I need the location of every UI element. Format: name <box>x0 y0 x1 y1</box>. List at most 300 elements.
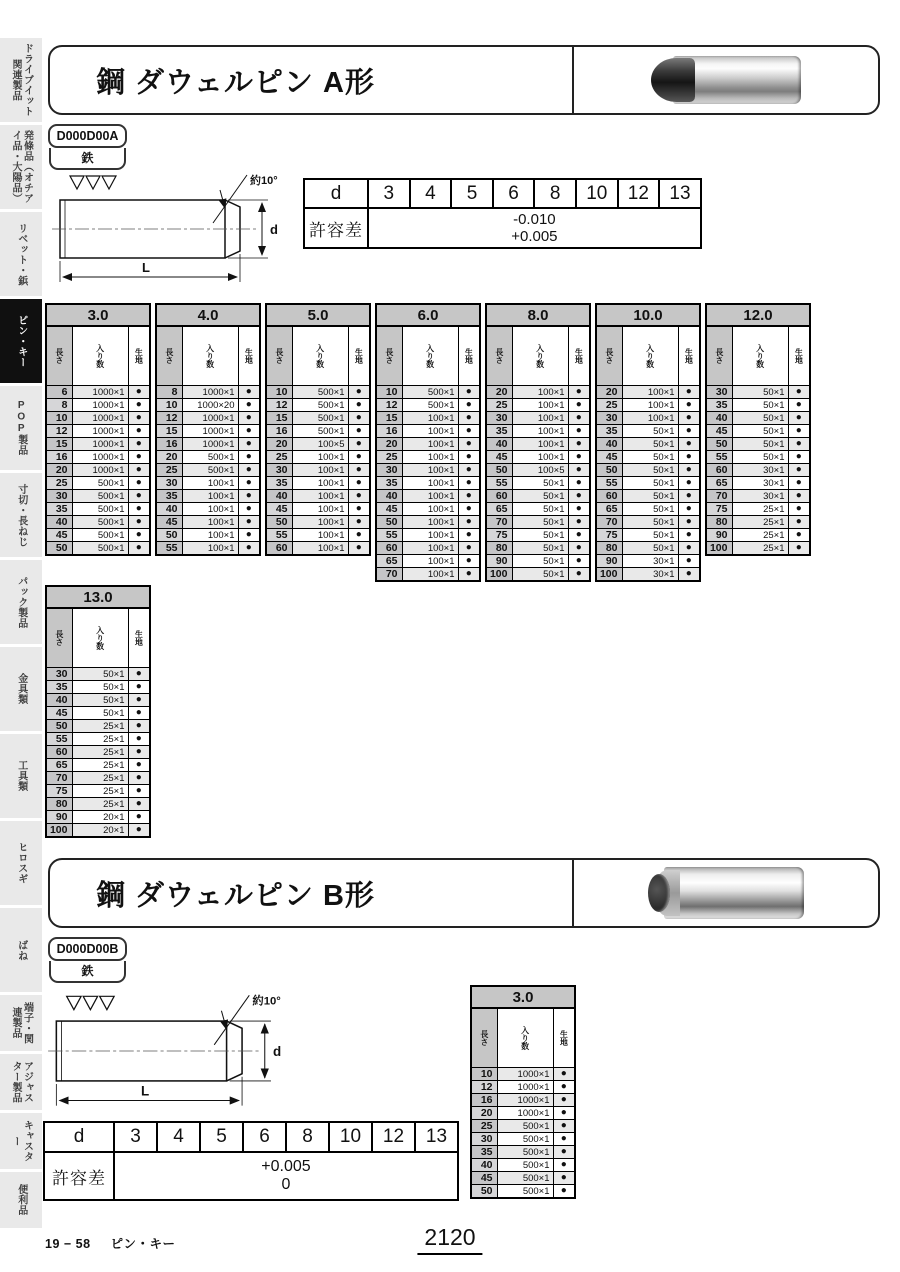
table-row <box>266 386 370 399</box>
qty-cell: 30×1 <box>622 568 678 582</box>
column-header: 長さ <box>471 1008 497 1068</box>
qty-cell: 100×1 <box>182 490 238 503</box>
qty-cell: 50×1 <box>72 707 128 720</box>
table-row <box>156 425 260 438</box>
diameter-label-b: d <box>273 1044 282 1060</box>
size-table-a-12.0 <box>705 303 809 556</box>
qty-cell: 1000×1 <box>72 451 128 464</box>
size-table-a-13.0 <box>45 585 149 838</box>
qty-cell: 500×1 <box>182 451 238 464</box>
table-row <box>266 542 370 556</box>
length-cell: 70 <box>486 516 512 529</box>
finish-dot: ● <box>678 464 700 477</box>
length-cell: 35 <box>266 477 292 490</box>
qty-cell: 500×1 <box>72 490 128 503</box>
finish-dot: ● <box>678 555 700 568</box>
table-row <box>156 542 260 556</box>
finish-dot: ● <box>128 746 150 759</box>
size-table-a-3.0 <box>45 303 149 556</box>
sidebar <box>0 38 42 1228</box>
length-cell: 55 <box>46 733 72 746</box>
table-row <box>706 386 810 399</box>
qty-cell: 500×1 <box>72 503 128 516</box>
finish-dot: ● <box>568 542 590 555</box>
finish-dot: ● <box>458 503 480 516</box>
diameter-size: 4 <box>157 1122 200 1152</box>
qty-cell: 50×1 <box>732 438 788 451</box>
table-row <box>156 386 260 399</box>
finish-dot: ● <box>348 542 370 556</box>
finish-dot: ● <box>238 477 260 490</box>
table-row <box>46 785 150 798</box>
qty-cell: 50×1 <box>732 399 788 412</box>
table-row <box>46 451 150 464</box>
sidebar-item-15: 便利品 <box>0 1172 42 1228</box>
table-row <box>46 707 150 720</box>
size-header: 10.0 <box>596 304 700 326</box>
sidebar-item-1: ドライブイット関連製品 <box>0 38 42 122</box>
section-b-title: 鋼 ダウェルピン B形 <box>50 860 574 926</box>
length-cell: 10 <box>156 399 182 412</box>
table-row <box>266 464 370 477</box>
qty-cell: 1000×20 <box>182 399 238 412</box>
table-row <box>471 1159 575 1172</box>
finish-dot: ● <box>788 412 810 425</box>
column-header: 入り数 <box>512 326 568 386</box>
table-row <box>266 412 370 425</box>
length-cell: 40 <box>486 438 512 451</box>
table-row <box>486 503 590 516</box>
finish-dot: ● <box>238 438 260 451</box>
table-row <box>471 1068 575 1081</box>
diameter-size: 10 <box>329 1122 372 1152</box>
table-row <box>46 746 150 759</box>
table-row <box>706 490 810 503</box>
length-cell: 30 <box>156 477 182 490</box>
length-cell: 65 <box>46 759 72 772</box>
length-cell: 60 <box>376 542 402 555</box>
length-cell: 50 <box>596 464 622 477</box>
length-cell: 8 <box>46 399 72 412</box>
size-header: 5.0 <box>266 304 370 326</box>
length-cell: 30 <box>486 412 512 425</box>
finish-dot: ● <box>128 438 150 451</box>
product-table <box>265 303 371 556</box>
length-cell: 35 <box>376 477 402 490</box>
qty-cell: 100×1 <box>292 464 348 477</box>
length-cell: 20 <box>471 1107 497 1120</box>
finish-dot: ● <box>238 399 260 412</box>
length-cell: 12 <box>156 412 182 425</box>
length-cell: 35 <box>486 425 512 438</box>
finish-dot: ● <box>568 503 590 516</box>
column-header: 入り数 <box>622 326 678 386</box>
angle-label-b: 約10° <box>252 995 281 1008</box>
column-header: 長さ <box>706 326 732 386</box>
qty-cell: 50×1 <box>732 451 788 464</box>
table-row <box>486 555 590 568</box>
finish-dot: ● <box>348 503 370 516</box>
table-row <box>486 399 590 412</box>
sidebar-item-4: ピン・キー <box>0 299 42 383</box>
qty-cell: 50×1 <box>512 516 568 529</box>
length-cell: 50 <box>46 542 72 556</box>
table-row <box>376 503 480 516</box>
length-cell: 35 <box>46 503 72 516</box>
length-cell: 20 <box>376 438 402 451</box>
pin-photo-b <box>648 867 804 919</box>
finish-dot: ● <box>568 425 590 438</box>
finish-dot: ● <box>458 451 480 464</box>
length-cell: 30 <box>46 668 72 681</box>
length-cell: 50 <box>706 438 732 451</box>
qty-cell: 25×1 <box>732 542 788 556</box>
technical-drawing-b <box>45 986 305 1116</box>
table-row <box>156 451 260 464</box>
table-row <box>46 542 150 556</box>
size-header: 3.0 <box>46 304 150 326</box>
qty-cell: 100×1 <box>512 412 568 425</box>
qty-cell: 1000×1 <box>182 386 238 399</box>
finish-dot: ● <box>238 451 260 464</box>
qty-cell: 100×5 <box>512 464 568 477</box>
finish-dot: ● <box>553 1133 575 1146</box>
sidebar-item-12: 端子・関連製品 <box>0 995 42 1051</box>
qty-cell: 25×1 <box>72 733 128 746</box>
size-header: 4.0 <box>156 304 260 326</box>
finish-dot: ● <box>238 464 260 477</box>
qty-cell: 100×1 <box>622 412 678 425</box>
qty-cell: 50×1 <box>732 425 788 438</box>
finish-dot: ● <box>788 490 810 503</box>
length-cell: 40 <box>376 490 402 503</box>
table-row <box>156 529 260 542</box>
qty-cell: 50×1 <box>72 694 128 707</box>
qty-cell: 100×1 <box>292 542 348 556</box>
qty-cell: 50×1 <box>72 668 128 681</box>
finish-dot: ● <box>678 477 700 490</box>
length-cell: 40 <box>46 694 72 707</box>
length-cell: 25 <box>596 399 622 412</box>
length-cell: 20 <box>596 386 622 399</box>
finish-dot: ● <box>568 412 590 425</box>
table-row <box>156 503 260 516</box>
finish-dot: ● <box>458 464 480 477</box>
finish-dot: ● <box>128 798 150 811</box>
length-cell: 45 <box>156 516 182 529</box>
length-cell: 80 <box>596 542 622 555</box>
table-row <box>471 1146 575 1159</box>
size-header: 13.0 <box>46 586 150 608</box>
qty-cell: 500×1 <box>292 399 348 412</box>
length-cell: 75 <box>46 785 72 798</box>
length-cell: 10 <box>46 412 72 425</box>
table-row <box>596 568 700 582</box>
size-table-a-6.0 <box>375 303 479 582</box>
finish-dot: ● <box>678 568 700 582</box>
finish-dot: ● <box>128 529 150 542</box>
diameter-size: 4 <box>410 179 452 208</box>
qty-cell: 100×1 <box>512 386 568 399</box>
tolerance-table-b <box>43 1121 459 1201</box>
finish-dot: ● <box>348 412 370 425</box>
qty-cell: 50×1 <box>512 529 568 542</box>
table-row <box>266 477 370 490</box>
finish-dot: ● <box>238 529 260 542</box>
table-row <box>706 542 810 556</box>
length-cell: 25 <box>266 451 292 464</box>
qty-cell: 100×1 <box>292 490 348 503</box>
table-row <box>596 425 700 438</box>
finish-dot: ● <box>128 503 150 516</box>
table-row <box>471 1185 575 1199</box>
table-row <box>46 386 150 399</box>
qty-cell: 1000×1 <box>72 425 128 438</box>
qty-cell: 500×1 <box>182 464 238 477</box>
length-cell: 60 <box>486 490 512 503</box>
table-row <box>156 464 260 477</box>
qty-cell: 1000×1 <box>182 412 238 425</box>
table-row <box>471 1107 575 1120</box>
qty-cell: 100×1 <box>292 451 348 464</box>
size-table-a-8.0 <box>485 303 589 582</box>
table-row <box>596 399 700 412</box>
qty-cell: 500×1 <box>72 542 128 556</box>
finish-dot: ● <box>553 1185 575 1199</box>
diameter-size: 12 <box>618 179 660 208</box>
qty-cell: 100×1 <box>402 529 458 542</box>
product-table <box>155 303 261 556</box>
finish-dot: ● <box>348 490 370 503</box>
finish-dot: ● <box>553 1068 575 1081</box>
finish-dot: ● <box>238 425 260 438</box>
finish-dot: ● <box>128 386 150 399</box>
table-row <box>46 412 150 425</box>
qty-cell: 25×1 <box>732 503 788 516</box>
table-row <box>376 568 480 582</box>
finish-dot: ● <box>788 399 810 412</box>
length-cell: 80 <box>486 542 512 555</box>
finish-dot: ● <box>458 555 480 568</box>
table-row <box>376 451 480 464</box>
column-header: 長さ <box>596 326 622 386</box>
column-header: 生地 <box>238 326 260 386</box>
length-cell: 90 <box>596 555 622 568</box>
table-row <box>471 1120 575 1133</box>
qty-cell: 50×1 <box>622 490 678 503</box>
length-cell: 35 <box>156 490 182 503</box>
length-cell: 30 <box>471 1133 497 1146</box>
finish-dot: ● <box>128 694 150 707</box>
size-table-a-10.0 <box>595 303 699 582</box>
table-row <box>706 399 810 412</box>
section-b-header <box>48 858 880 928</box>
section-b-photo <box>574 860 878 926</box>
qty-cell: 1000×1 <box>72 438 128 451</box>
length-cell: 60 <box>46 746 72 759</box>
column-header: 長さ <box>376 326 402 386</box>
qty-cell: 100×1 <box>402 451 458 464</box>
length-cell: 40 <box>471 1159 497 1172</box>
qty-cell: 500×1 <box>292 425 348 438</box>
table-row <box>706 477 810 490</box>
table-row <box>376 412 480 425</box>
sidebar-item-9: 工具類 <box>0 734 42 818</box>
diameter-size: 6 <box>493 179 535 208</box>
column-header: 生地 <box>128 608 150 668</box>
table-row <box>46 399 150 412</box>
finish-dot: ● <box>128 824 150 838</box>
table-row <box>486 516 590 529</box>
d-label: d <box>304 179 368 208</box>
sidebar-item-2: 発條品（オチアイ品・大陽品） <box>0 125 42 209</box>
section-a-header <box>48 45 880 115</box>
length-cell: 80 <box>706 516 732 529</box>
length-cell: 35 <box>471 1146 497 1159</box>
surface-finish-icon <box>70 176 116 189</box>
length-cell: 55 <box>706 451 732 464</box>
size-header: 6.0 <box>376 304 480 326</box>
finish-dot: ● <box>348 477 370 490</box>
length-cell: 60 <box>596 490 622 503</box>
qty-cell: 100×1 <box>402 555 458 568</box>
sidebar-item-3: リベット・鋲 <box>0 212 42 296</box>
qty-cell: 25×1 <box>72 798 128 811</box>
table-row <box>596 516 700 529</box>
finish-dot: ● <box>128 733 150 746</box>
table-row <box>486 490 590 503</box>
finish-dot: ● <box>458 438 480 451</box>
diameter-size: 5 <box>451 179 493 208</box>
qty-cell: 500×1 <box>402 399 458 412</box>
footer-category: ピン・キー <box>110 1237 176 1251</box>
qty-cell: 100×1 <box>182 529 238 542</box>
table-row <box>266 516 370 529</box>
length-cell: 30 <box>596 412 622 425</box>
length-cell: 70 <box>376 568 402 582</box>
length-cell: 16 <box>156 438 182 451</box>
finish-dot: ● <box>458 477 480 490</box>
qty-cell: 50×1 <box>512 568 568 582</box>
table-row <box>486 451 590 464</box>
length-cell: 16 <box>46 451 72 464</box>
length-cell: 45 <box>471 1172 497 1185</box>
column-header: 入り数 <box>732 326 788 386</box>
table-row <box>266 425 370 438</box>
tolerance-label: 許容差 <box>44 1152 114 1200</box>
column-header: 入り数 <box>72 326 128 386</box>
table-row <box>706 516 810 529</box>
length-cell: 45 <box>376 503 402 516</box>
qty-cell: 100×1 <box>182 477 238 490</box>
length-cell: 8 <box>156 386 182 399</box>
length-cell: 12 <box>46 425 72 438</box>
finish-dot: ● <box>568 399 590 412</box>
table-row <box>486 438 590 451</box>
length-cell: 35 <box>46 681 72 694</box>
length-cell: 65 <box>486 503 512 516</box>
table-row <box>156 412 260 425</box>
length-cell: 75 <box>486 529 512 542</box>
finish-dot: ● <box>568 386 590 399</box>
length-cell: 40 <box>706 412 732 425</box>
qty-cell: 50×1 <box>622 542 678 555</box>
length-cell: 12 <box>266 399 292 412</box>
finish-dot: ● <box>128 668 150 681</box>
product-table <box>595 303 701 582</box>
qty-cell: 100×1 <box>622 399 678 412</box>
qty-cell: 1000×1 <box>497 1068 553 1081</box>
table-row <box>376 490 480 503</box>
table-row <box>596 555 700 568</box>
length-cell: 100 <box>46 824 72 838</box>
size-table-a-4.0 <box>155 303 259 556</box>
diameter-size: 12 <box>372 1122 415 1152</box>
product-table <box>470 985 576 1199</box>
tolerance-label: 許容差 <box>304 208 368 248</box>
footer-page-ref: 19 − 58 <box>45 1237 91 1251</box>
finish-dot: ● <box>553 1094 575 1107</box>
table-row <box>596 490 700 503</box>
table-row <box>46 681 150 694</box>
qty-cell: 1000×1 <box>497 1107 553 1120</box>
table-row <box>376 516 480 529</box>
qty-cell: 1000×1 <box>182 438 238 451</box>
qty-cell: 100×1 <box>402 516 458 529</box>
column-header: 生地 <box>458 326 480 386</box>
length-cell: 25 <box>46 477 72 490</box>
finish-dot: ● <box>238 516 260 529</box>
finish-dot: ● <box>678 490 700 503</box>
qty-cell: 500×1 <box>497 1146 553 1159</box>
finish-dot: ● <box>348 529 370 542</box>
pin-a-rounded-end <box>651 58 695 102</box>
table-row <box>376 438 480 451</box>
finish-dot: ● <box>553 1120 575 1133</box>
length-cell: 20 <box>486 386 512 399</box>
size-table-b-3.0 <box>470 985 574 1199</box>
technical-drawing-a <box>50 166 300 292</box>
section-a-photo <box>574 47 878 113</box>
length-cell: 35 <box>706 399 732 412</box>
finish-dot: ● <box>458 542 480 555</box>
diameter-size: 10 <box>576 179 618 208</box>
length-cell: 100 <box>706 542 732 556</box>
column-header: 入り数 <box>292 326 348 386</box>
table-row <box>156 490 260 503</box>
diameter-size: 3 <box>114 1122 157 1152</box>
qty-cell: 500×1 <box>402 386 458 399</box>
length-cell: 55 <box>156 542 182 556</box>
length-cell: 55 <box>596 477 622 490</box>
finish-dot: ● <box>788 438 810 451</box>
finish-dot: ● <box>128 759 150 772</box>
length-cell: 10 <box>376 386 402 399</box>
qty-cell: 50×1 <box>512 490 568 503</box>
length-cell: 90 <box>486 555 512 568</box>
finish-dot: ● <box>568 451 590 464</box>
finish-dot: ● <box>348 438 370 451</box>
qty-cell: 100×1 <box>512 425 568 438</box>
finish-dot: ● <box>568 568 590 582</box>
table-row <box>46 694 150 707</box>
finish-dot: ● <box>678 386 700 399</box>
finish-dot: ● <box>788 529 810 542</box>
finish-dot: ● <box>788 386 810 399</box>
qty-cell: 100×1 <box>402 477 458 490</box>
product-table <box>485 303 591 582</box>
qty-cell: 100×1 <box>402 425 458 438</box>
